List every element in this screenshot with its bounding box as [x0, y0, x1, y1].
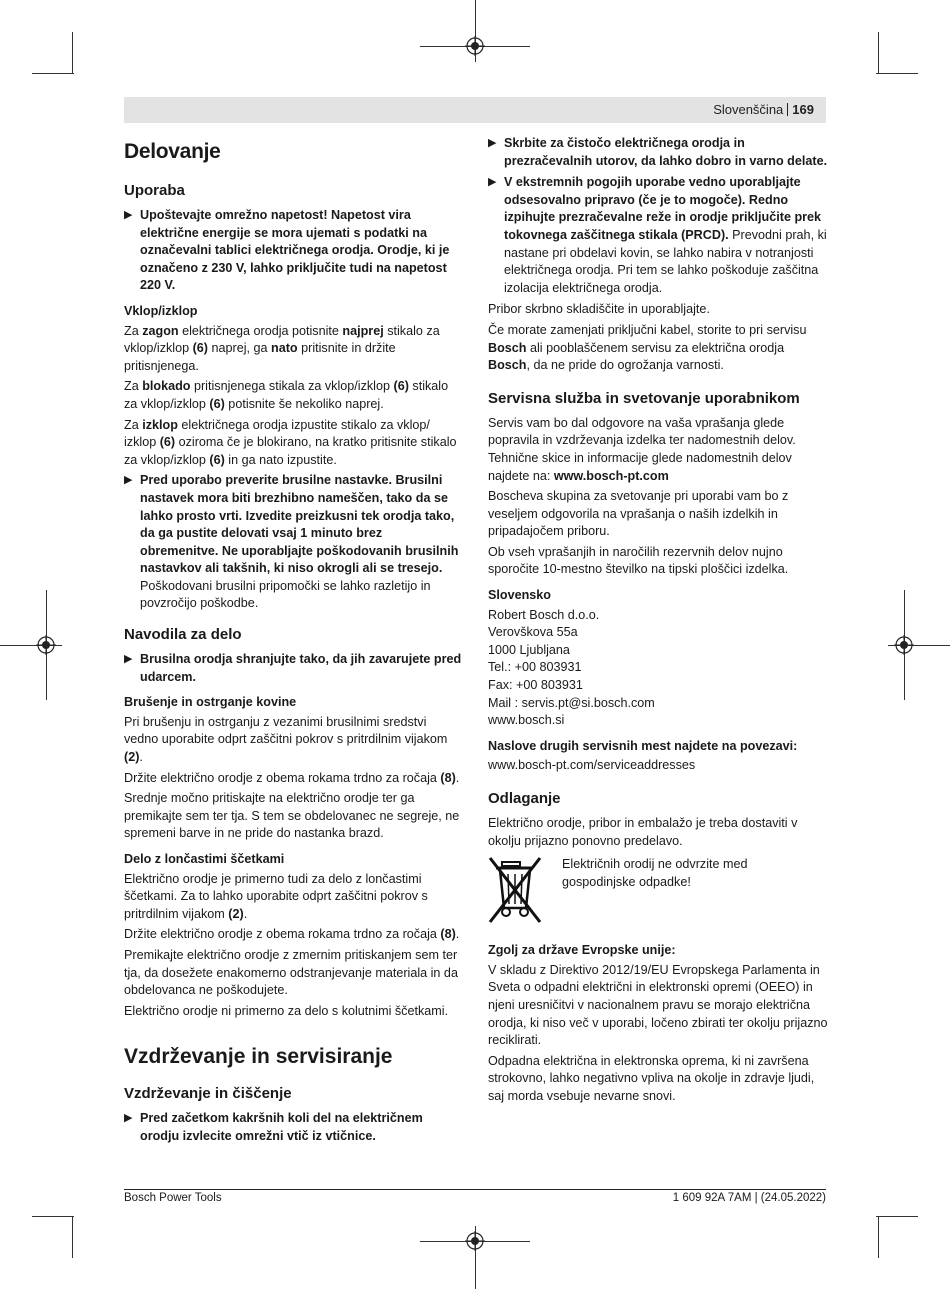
heading-vzdrzevanje-ciscenje: Vzdrževanje in čiščenje: [124, 1085, 292, 1103]
crop-mark: [876, 1216, 918, 1217]
paragraph: Premikajte električno orodje z zmernim pritiskanjem sem ter tja, da dosežete enakomerno odstranjevanje materiala in da obdelovanca ne poškodujete.: [124, 947, 458, 998]
paragraph: Servis vam bo dal odgovore na vaša vprašanja glede popravila in vzdrževanja izdelka ter nadomestnih delov. Tehnične skice in informacije glede nadomestnih delov najdete na: www.bosch-pt.com: [488, 415, 796, 483]
crop-mark: [72, 1216, 73, 1258]
paragraph: Pribor skrbno skladiščite in uporabljajte.: [488, 302, 710, 317]
crossed-out-bin-icon: [488, 856, 542, 930]
section-title-vzdrzevanje: Vzdrževanje in servisiranje: [124, 1045, 393, 1069]
heading-country: Slovensko: [488, 588, 551, 603]
paragraph: Odpadna električna in elektronska oprema, ki ni završena strokovno, lahko negativno vpliva na okolje in zdravje ljudi, saj morda vsebuje nevarne snovi.: [488, 1053, 815, 1103]
paragraph: Boscheva skupina za svetovanje pri uporabi vam bo z veseljem odgovorila na vprašanja o naših izdelkih in pripadajočem priboru.: [488, 489, 789, 539]
heading-loncasti: Delo z lončastimi ščetkami: [124, 852, 285, 866]
paragraph: Električno orodje je primerno tudi za delo z lončastimi ščetkami. Za to lahko uporabite odprt zaščitni pokrov s pritrdilnim vijakom (2).: [124, 871, 428, 921]
left-column: [124, 135, 464, 1150]
right-column: [488, 135, 828, 1109]
link-bosch-pt[interactable]: www.bosch-pt.com: [553, 468, 669, 483]
crop-mark: [878, 32, 879, 74]
heading-navodila: Navodila za delo: [124, 626, 242, 644]
bullet-item: [124, 207, 464, 295]
page-number: 169: [792, 102, 814, 117]
bullet-item: ▶ V ekstremnih pogojih uporabe vedno uporabljajte odsesovalno pripravo (če je to mogoče). Redno izpihujte prezračevalne reže in orodje priključite prek tokovnega zaščitnega stikala (PRCD). Prevodni prah, ki nastane pri obdelavi kovin, se lahko nabira v notranjosti električnega orodja. Pri tem se lahko poškoduje zaščitna izolacija električnega orodja.: [488, 175, 827, 295]
crop-mark: [878, 1216, 879, 1258]
address-line: Verovškova 55a: [488, 625, 578, 640]
heading-other-services: Naslove drugih servisnih mest najdete na povezavi:: [488, 738, 798, 753]
section-title-delovanje: Delovanje: [124, 140, 221, 163]
address-line: Mail : servis.pt@si.bosch.com: [488, 695, 655, 710]
header-text: [713, 102, 814, 117]
weee-text: Električnih orodij ne odvrzite med gospodinjske odpadke!: [562, 857, 748, 889]
paragraph: Ob vseh vprašanjih in naročilih rezervnih delov nujno sporočite 10-mestno številko na tipski ploščici izdelka.: [488, 544, 789, 577]
heading-brusenje: Brušenje in ostrganje kovine: [124, 695, 297, 710]
heading-vklop: Vklop/izklop: [124, 303, 198, 318]
link-service-addresses[interactable]: www.bosch-pt.com/serviceaddresses: [488, 758, 696, 773]
registration-mark-icon: [894, 635, 914, 655]
registration-mark-icon: [36, 635, 56, 655]
heading-servis: Servisna služba in svetovanje uporabnikom: [488, 389, 800, 407]
registration-mark-icon: [465, 36, 485, 56]
paragraph: Za izklop električnega orodja izpustite stikalo za vklop/ izklop (6) oziroma če je blokirano, na kratko pritisnite stikalo za vklop/izklop (6) in ga nato izpustite.: [124, 417, 457, 467]
arrow-bullet-icon: ▶: [124, 474, 133, 487]
paragraph: V skladu z Direktivo 2012/19/EU Evropskega Parlamenta in Sveta o odpadni električni in elektronski opremi (OEEO) in njeni uresničitvi v nacionalnem pravu se morajo električna orodja, ki niso več v uporabi, ločeno zbirati ter okolju prijazno reciklirati.: [488, 962, 828, 1048]
arrow-bullet-icon: ▶: [488, 176, 497, 189]
paragraph: Za blokado pritisnjenega stikala za vklop/izklop (6) stikalo za vklop/izklop (6) potisnite še nekoliko naprej.: [124, 379, 449, 411]
heading-uporaba: Uporaba: [124, 182, 185, 199]
paragraph: Srednje močno pritiskajte na električno orodje ter ga premikajte sem ter tja. S tem se obdelovanec ne segreje, ne spremeni barve in ne pride do nastanka brazd.: [124, 791, 460, 841]
arrow-bullet-icon: ▶: [124, 653, 133, 666]
bullet-item: ▶ Pred začetkom kakršnih koli del na električnem orodju izvlecite omrežni vtič iz vtičnice.: [124, 1111, 423, 1143]
registration-mark-icon: [465, 1231, 485, 1251]
address-line: Tel.: +00 803931: [488, 660, 582, 675]
crop-mark: [32, 73, 74, 74]
weee-notice: [488, 856, 828, 932]
paragraph: Držite električno orodje z obema rokama trdno za ročaja (8).: [124, 927, 460, 942]
paragraph: Držite električno orodje z obema rokama trdno za ročaja (8).: [124, 770, 460, 785]
crop-mark: [876, 73, 918, 74]
footer-divider: [124, 1189, 826, 1190]
address-block: [488, 607, 828, 730]
arrow-bullet-icon: ▶: [124, 1112, 133, 1125]
paragraph: Če morate zamenjati priključni kabel, storite to pri servisu Bosch ali pooblaščenem servisu za električna orodja Bosch, da ne pride do ogrožanja varnosti.: [488, 322, 807, 373]
paragraph: Pri brušenju in ostrganju z vezanimi brusilnimi sredstvi vedno uporabite odprt zaščitni pokrov s pritrdilnim vijakom (2).: [124, 714, 448, 765]
paragraph: Za zagon električnega orodja potisnite najprej stikalo za vklop/izklop (6) naprej, ga nato pritisnite in držite pritisnjenega.: [124, 323, 440, 373]
heading-eu: Zgolj za države Evropske unije:: [488, 943, 676, 958]
address-line: www.bosch.si: [488, 713, 565, 728]
footer-brand: Bosch Power Tools: [124, 1192, 222, 1204]
crop-mark: [72, 32, 73, 74]
header-language: Slovenščina: [713, 102, 784, 117]
bullet-text: Upoštevajte omrežno napetost! Napetost vira električne energije se mora ujemati s podatki na označevalni tablici električnega orodja. Orodje, ki je označeno z 230 V, lahko priključite tudi na napetost 220 V.: [140, 208, 450, 293]
bullet-item: ▶ Brusilna orodja shranjujte tako, da jih zavarujete pred udarcem.: [124, 652, 462, 684]
footer-doc-number: 1 609 92A 7AM | (24.05.2022): [672, 1192, 826, 1204]
paragraph: Električno orodje ni primerno za delo s kolutnimi ščetkami.: [124, 1003, 449, 1018]
address-line: Fax: +00 803931: [488, 678, 583, 693]
crop-mark: [32, 1216, 74, 1217]
heading-odlaganje: Odlaganje: [488, 790, 561, 807]
arrow-bullet-icon: ▶: [124, 209, 133, 221]
arrow-bullet-icon: ▶: [488, 137, 497, 149]
bullet-item: ▶ Pred uporabo preverite brusilne nastavke. Brusilni nastavek mora biti brezhibno nameščen, tako da se lahko prosto vrti. Izvedite preizkusni tek orodja tako, da ga pustite delovati vsaj 1 minuto brez obremenitve. Ne uporabljajte poškodovanih brusilnih nastavkov ali takšnih, ki niso okrogli ali se tresejo. Poškodovani brusilni pripomočki se lahko razletijo in povzročijo poškodbe.: [124, 473, 459, 611]
paragraph: Električno orodje, pribor in embalažo je treba dostaviti v okolju prijazno ponovno predelavo.: [488, 816, 798, 848]
address-line: 1000 Ljubljana: [488, 642, 570, 657]
address-line: Robert Bosch d.o.o.: [488, 607, 600, 622]
bullet-item: ▶ Skrbite za čistočo električnega orodja in prezračevalnih utorov, da lahko dobro in varno delate.: [488, 136, 828, 168]
page-header: [124, 97, 826, 123]
